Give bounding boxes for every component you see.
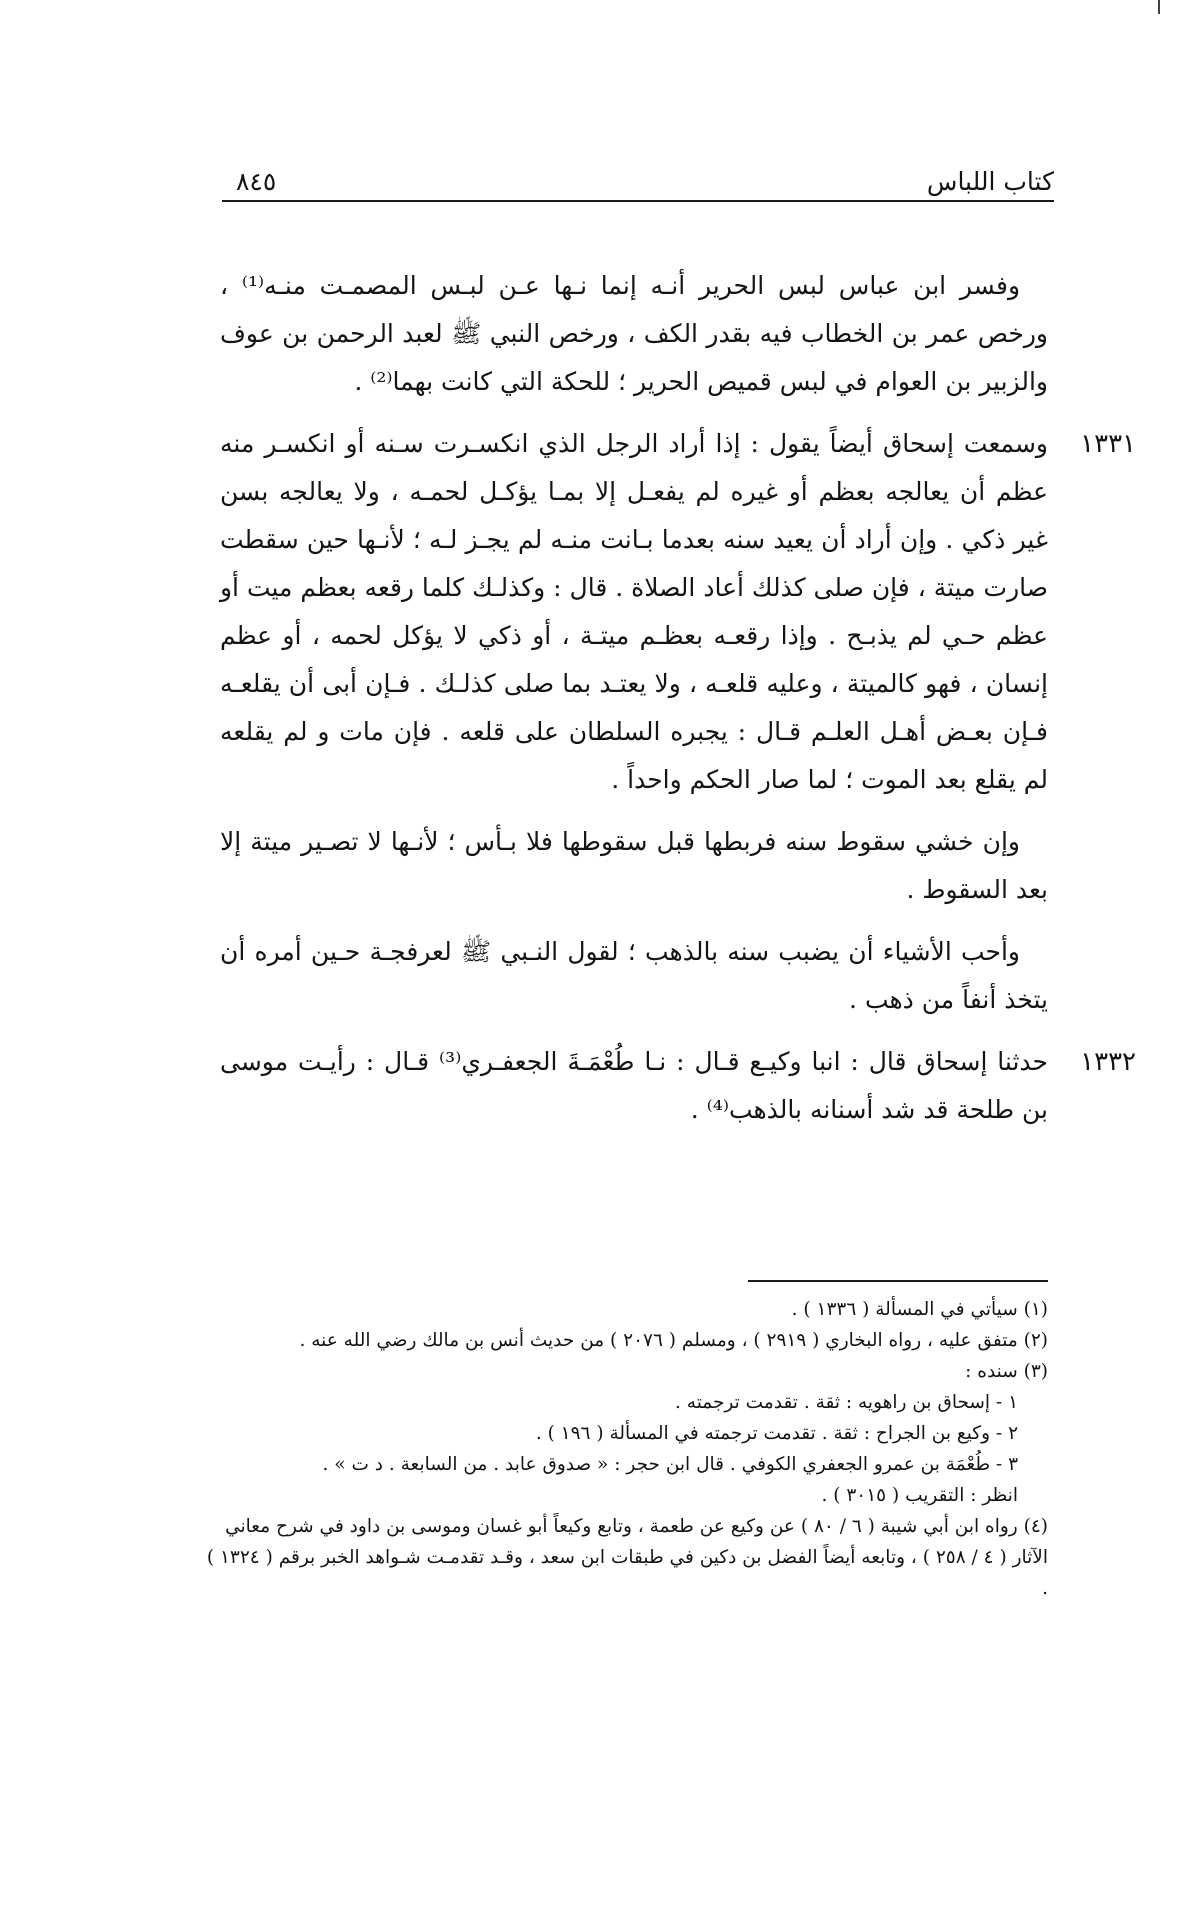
running-header (222, 168, 1054, 202)
footnote-1: (١) سيأتي في المسألة ( ١٣٣٦ ) . (791, 1299, 1048, 1320)
paragraph-ibn-abbas: وفسر ابن عباس لبس الحرير أنـه إنما نـها عـن لبـس المصمـت منـه⁽¹⁾ ، ورخص عمر بن الخطاب فيه بقدر الكف ، ورخص النبي ﷺ لعبد الرحمن بن عوف والزبير بن العوام في لبس قميص الحرير ؛ للحكة التي كانت بهما⁽²⁾ . (220, 271, 1048, 396)
issue-text: وسمعت إسحاق أيضاً يقول : إذا أراد الرجل الذي انكسـرت سـنه أو انكسـر منه عظم أن يعالجه بعظم أو غيره لم يفعـل إلا بمـا يؤكـل لحمـه ، ولا يعالجه بسن غير ذكي . وإن أراد أن يعيد سنه بعدما بـانت منـه لم يجـز لـه ؛ لأنـها حين سقطت صارت ميتة ، فإن صلى كذلك أعاد الصلاة . قال : وكذلـك كلما رقعه بعظم ميت أو عظم حـي لم يذبـح . وإذا رقعـه بعظـم ميتـة ، أو ذكي لا يؤكل لحمه ، أو عظم إنسان ، فهو كالميتة ، وعليه قلعـه ، ولا يعتـد بما صلى كذلـك . فـإن أبى أن يقلعـه فـإن بعـض أهـل العلـم قـال : يجبره السلطان على قلعه . فإن مات و لم يقلعه لم يقلع بعد الموت ؛ لما صار الحكم واحداً . (219, 429, 1048, 794)
footnote-divider (748, 1280, 1048, 1282)
issue-1331 (219, 420, 1136, 804)
issue-text: حدثنا إسحاق قال : انبا وكيـع قـال : نـا طُعْمَـةَ الجعفـري⁽³⁾ قـال : رأيـت موسى بن طلحة قد شد أسنانه بالذهب⁽⁴⁾ . (220, 1047, 1049, 1124)
paragraph-tying-tooth: وإن خشي سقوط سنه فربطها قبل سقوطها فلا بـأس ؛ لأنـها لا تصـير ميتة إلا بعد السقوط . (220, 827, 1048, 904)
page-number: ٨٤٥ (236, 167, 277, 196)
issue-number: ١٣٣١ (1080, 429, 1136, 459)
paragraph-gold-tooth: وأحب الأشياء أن يضبب سنه بالذهب ؛ لقول النـبي ﷺ لعرفجـة حـين أمره أن يتخذ أنفاً من ذهب . (220, 937, 1048, 1014)
footnote-4: (٤) رواه ابن أبي شيبة ( ٦ / ٨٠ ) عن وكيع عن طعمة ، وتابع وكيعاً أبو غسان وموسى بن داود في شرح معاني الآثار ( ٤ / ٢٥٨ ) ، وتابعه أيضاً الفضل بن دكين في طبقات ابن سعد ، وقـد تقدمـت شـواهد الخبر برقم ( ١٣٢٤ ) . (206, 1516, 1048, 1599)
scan-edge-mark (1158, 0, 1160, 14)
issue-1332 (220, 1038, 1136, 1134)
footnote-3-item-1: ١ - إسحاق بن راهويه : ثقة . تقدمت ترجمته . (675, 1392, 1018, 1413)
chapter-title: كتاب اللباس (926, 167, 1054, 196)
footnotes (198, 1294, 1048, 1604)
footnote-3: (٣) سنده : (965, 1361, 1048, 1382)
footnote-2: (٢) متفق عليه ، رواه البخاري ( ٢٩١٩ ) ، ومسلم ( ٢٠٧٦ ) من حديث أنس بن مالك رضي الله عنه . (299, 1330, 1048, 1351)
footnote-3-reference: انظر : التقريب ( ٣٠١٥ ) . (821, 1485, 1018, 1506)
main-text (219, 262, 1136, 1148)
footnote-3-item-3: ٣ - طُعْمَة بن عمرو الجعفري الكوفي . قال ابن حجر : « صدوق عابد . من السابعة . د ت » . (322, 1454, 1018, 1475)
issue-number: ١٣٣٢ (1080, 1047, 1136, 1077)
footnote-3-item-2: ٢ - وكيع بن الجراح : ثقة . تقدمت ترجمته في المسألة ( ١٩٦ ) . (535, 1423, 1018, 1444)
